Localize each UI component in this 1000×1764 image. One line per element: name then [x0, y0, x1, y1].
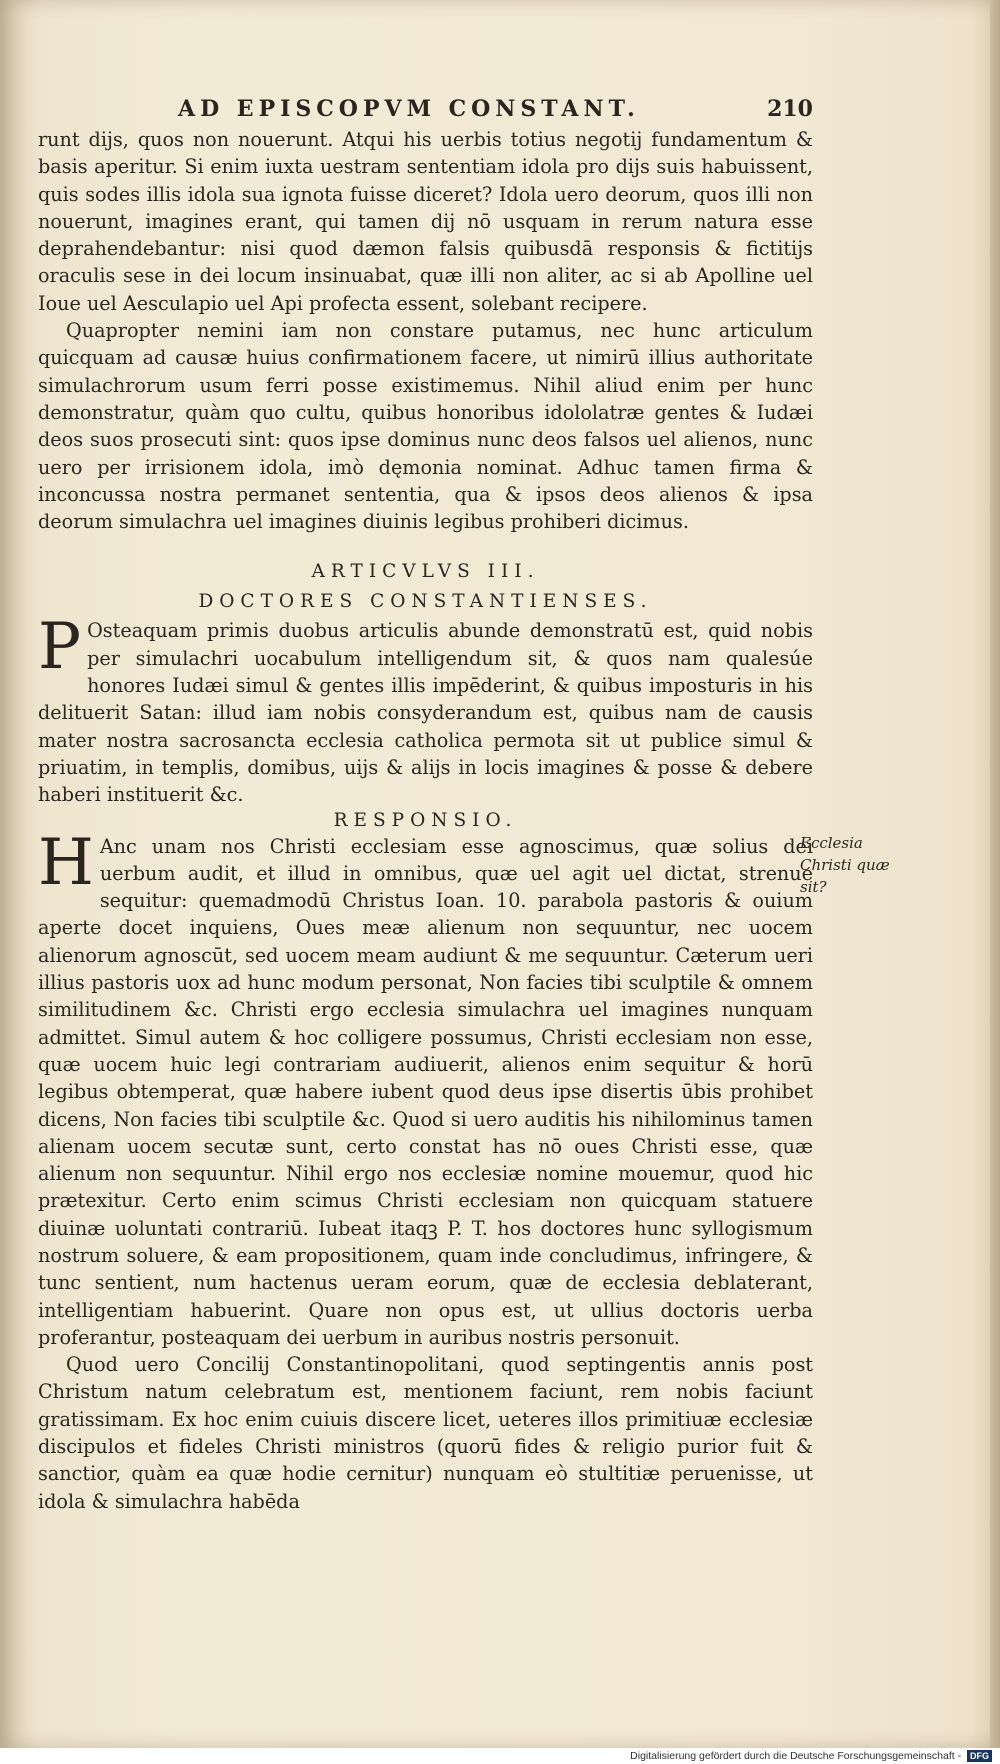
responsio-heading: RESPONSIO. [333, 809, 518, 831]
page-edge [990, 0, 1000, 1748]
paragraph-1: runt dijs, quos non nouerunt. Atqui his uerbis totius negotij fundamentum & basis aperitur. Si enim iuxta uestram sententiam idola pro dijs suis habuissent, quis sodes illis idola sua ignota fuisse diceret? Idola uero deorum, quos illi non nouerunt, imagines erant, qui tamen dij nō usquam in rerum natura esse deprahendebantur: nisi quod dæmon falsis quibusdā responsis & fictitijs oraculis sese in dei locum insinuabat, quæ illi non aliter, ac si ab Apolline uel Ioue uel Aesculapio uel Api profecta essent, solebant recipere. [38, 128, 813, 315]
running-title: AD EPISCOPVM CONSTANT. [178, 96, 640, 122]
credit-bar [0, 1748, 1000, 1764]
paragraph-2: Quapropter nemini iam non constare putamus, nec hunc articulum quicquam ad causæ huius confirmationem facere, ut nimirū illius authoritate simulachrorum usum ferri posse existimemus. Nihil aliud enim per hunc demonstratur, quàm quo cultu, quibus honoribus idololatræ gentes & Iudæi deos suos prosecuti sint: quos ipse dominus nunc deos falsos uel alienos, nunc uero per irrisionem idola, imò dęmonia nominat. Adhuc tamen firma & inconcussa nostra permanet sententia, qua & ipsos deos alienos & ipsa deorum simulachra uel imagines diuinis legibus prohiberi dicimus. [38, 319, 813, 534]
credit-text: Digitalisierung gefördert durch die Deutsche Forschungsgemeinschaft - [630, 1750, 962, 1762]
digitization-credit [630, 1750, 1000, 1762]
dropcap-p: P [38, 610, 82, 685]
running-head [38, 96, 813, 122]
dfg-logo: DFG [967, 1750, 992, 1762]
page-content [38, 96, 813, 1515]
article-paragraph [38, 610, 813, 808]
article-text: Osteaquam primis duobus articulis abunde demonstratū est, quid nobis per simulachri uocabulum intelligendum sit, & quos nam qualesúe honores Iudæi simul & gentes illis impēderint, & quibus imposturis in his delituerit Satan: illud iam nobis consyderandum est, quibus nam de causis mater nostra sacrosancta ecclesia catholica permota sit ut publice simul & priuatim, in templis, domibus, uijs & alijs in locis imagines & posse & debere haberi instituerit &c. [38, 619, 813, 807]
dropcap-h: H [38, 825, 94, 900]
responsio-paragraph [38, 825, 813, 1352]
page-number: 210 [767, 96, 813, 122]
final-paragraph: Quod uero Concilij Constantinopolitani, quod septingentis annis post Christum natum celebratum est, mentionem faciunt, rem nobis faciunt gratissimam. Ex hoc enim cuiuis discere licet, ueteres illos primitiuæ ecclesiæ discipulos et fideles Christi ministros (quorū fides & religio purior fuit & sanctior, quàm ea quæ hodie cernitur) nunquam eò stultitiæ peruenisse, ut idola & simulachra habēda [38, 1353, 813, 1513]
margin-note: Ecclesia Christi quæ sit? [800, 834, 890, 896]
responsio-text: Anc unam nos Christi ecclesiam esse agnoscimus, quæ solius dei uerbum audit, et illud in omnibus, quæ uel agit uel dictat, strenue sequitur: quemadmodū Christus Ioan. 10. parabola pastoris & ouium aperte docet inquiens, Oues meæ alienum non sequuntur, nec uocem alienorum agnoscūt, sed uocem meam audiunt & me sequuntur. Cæterum ueri illius pastoris uox ad hunc modum personat, Non facies tibi sculptile & omnem similitudinem &c. Christi ergo ecclesia simulachra uel imagines nunquam admittet. Simul autem & hoc colligere possumus, Christi ecclesiam non esse, quæ uocem huic legi contrariam audiuerit, alienos enim sequitur & horū legibus obtemperat, quæ habere iubent quod deus ipse disertis ūbis prohibet dicens, Non facies tibi sculptile &c. Quod si uero auditis his nihilominus tamen alienam uocem secutæ sunt, certo constat has nō oues Christi esse, quæ alienum non sequuntur. Nihil ergo nos ecclesiæ nomine mouemur, quod hic prætexitur. Certo enim scimus Christi ecclesiam non quicquam statuere diuinæ uoluntati contrariū. Iubeat itaqꝫ P. T. hos doctores hunc syllogismum nostrum soluere, & eam propositionem, quam inde concludimus, infringere, & tunc sentient, num hactenus ueram eorum, quæ de ecclesia deblaterant, intelligentiam habuerint. Quare non opus est, ut ullius doctoris uerba proferantur, posteaquam dei uerbum in auribus nostris personuit. [38, 834, 813, 1349]
doctores-heading: DOCTORES CONSTANTIENSES. [198, 591, 653, 613]
article-heading: ARTICVLVS III. [311, 561, 540, 583]
